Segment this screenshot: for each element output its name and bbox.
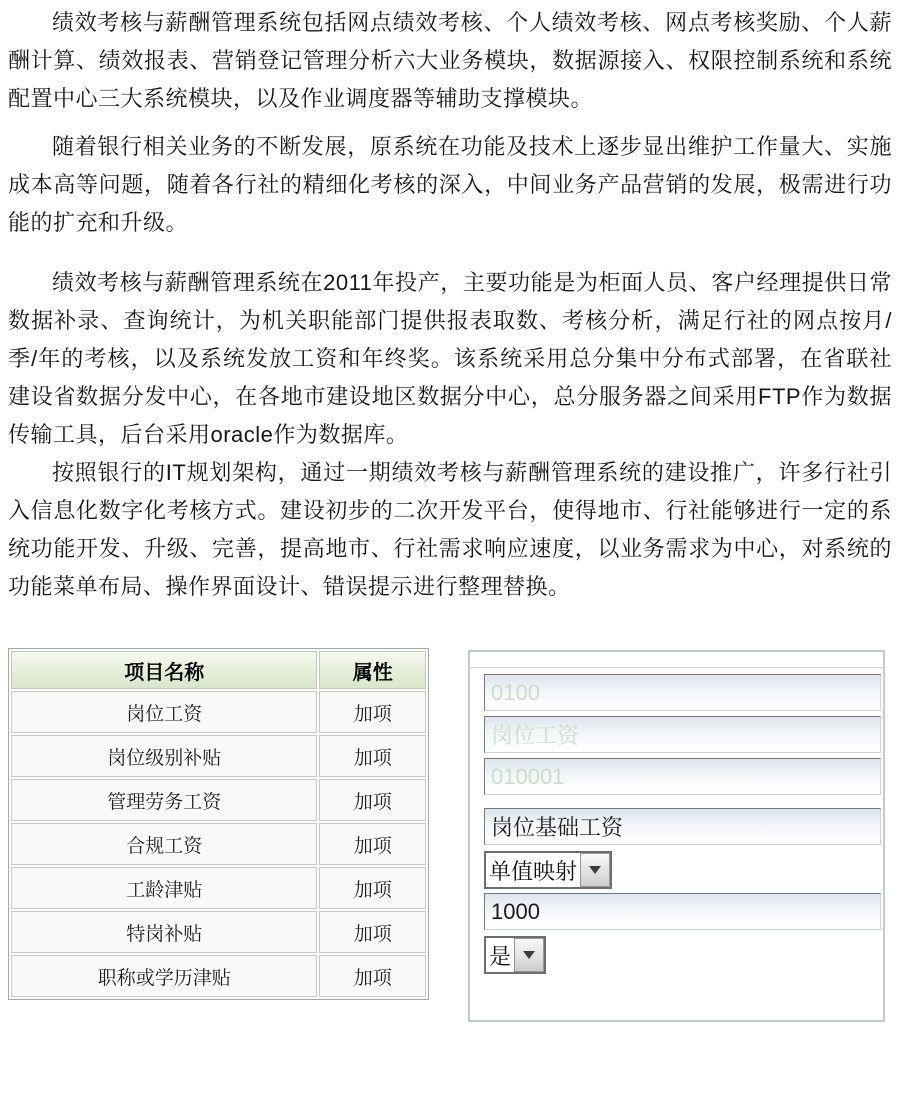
attribute-cell: 加项 [319,823,426,865]
attribute-cell: 加项 [319,955,426,997]
table-row [11,911,426,953]
item-name-cell: 合规工资 [11,823,317,865]
table-header-row [11,651,426,689]
item-name-cell: 岗位工资 [11,691,317,733]
document-body [8,4,892,606]
mapping-value-input[interactable]: 1000 [484,893,881,930]
enabled-flag-value: 是 [486,938,514,972]
attribute-cell: 加项 [319,735,426,777]
attribute-cell: 加项 [319,691,426,733]
body-paragraph: 绩效考核与薪酬管理系统包括网点绩效考核、个人绩效考核、网点考核奖励、个人薪酬计算、绩效报表、营销登记管理分析六大业务模块，数据源接入、权限控制系统和系统配置中心三大系统模块，以及作业调度器等辅助支撑模块。 [8,10,892,111]
body-paragraph: 绩效考核与薪酬管理系统在2011年投产，主要功能是为柜面人员、客户经理提供日常数据补录、查询统计，为机关职能部门提供报表取数、考核分析，满足行社的网点按月/季/年的考核，以及系统发放工资和年终奖。该系统采用总分集中分布式部署，在省联社建设省数据分发中心，在各地市建设地区数据分中心，总分服务器之间采用FTP作为数据传输工具，后台采用oracle作为数据库。 [8,270,892,447]
panel-header-strip [470,652,883,668]
table-row [11,955,426,997]
body-paragraph: 按照银行的IT规划架构，通过一期绩效考核与薪酬管理系统的建设推广，许多行社引入信息化数字化考核方式。建设初步的二次开发平台，使得地市、行社能够进行一定的系统功能开发、升级、完善，提高地市、行社需求响应速度，以业务需求为中心，对系统的功能菜单布局、操作界面设计、错误提示进行整理替换。 [8,460,892,599]
attribute-cell: 加项 [319,779,426,821]
column-header-attribute: 属性 [319,651,426,689]
table-row [11,735,426,777]
dropdown-button[interactable] [514,938,544,972]
table-row [11,779,426,821]
caret-down-icon [589,866,601,874]
salary-items-table [8,648,429,1000]
body-paragraph: 随着银行相关业务的不断发展，原系统在功能及技术上逐步显出维护工作量大、实施成本高等问题，随着各行社的精细化考核的深入，中间业务产品营销的发展，极需进行功能的扩充和升级。 [8,134,892,235]
attribute-cell: 加项 [319,911,426,953]
item-code-field[interactable]: 010001 [484,758,881,795]
mapping-type-value: 单值映射 [486,853,580,887]
item-name-cell: 职称或学历津贴 [11,955,317,997]
attribute-cell: 加项 [319,867,426,909]
panel-fields [470,668,883,978]
category-code-field[interactable]: 0100 [484,674,881,711]
enabled-flag-select[interactable] [484,936,546,974]
table-row [11,691,426,733]
item-name-cell: 岗位级别补贴 [11,735,317,777]
dropdown-button[interactable] [580,853,610,887]
item-name-field[interactable]: 岗位基础工资 [484,808,881,845]
item-name-cell: 特岗补贴 [11,911,317,953]
table-row [11,867,426,909]
column-header-item-name: 项目名称 [11,651,317,689]
item-name-cell: 管理劳务工资 [11,779,317,821]
mapping-type-select[interactable] [484,851,612,889]
caret-down-icon [523,951,535,959]
category-name-field[interactable]: 岗位工资 [484,716,881,753]
item-name-cell: 工龄津贴 [11,867,317,909]
detail-form-panel [468,650,885,1022]
table-row [11,823,426,865]
